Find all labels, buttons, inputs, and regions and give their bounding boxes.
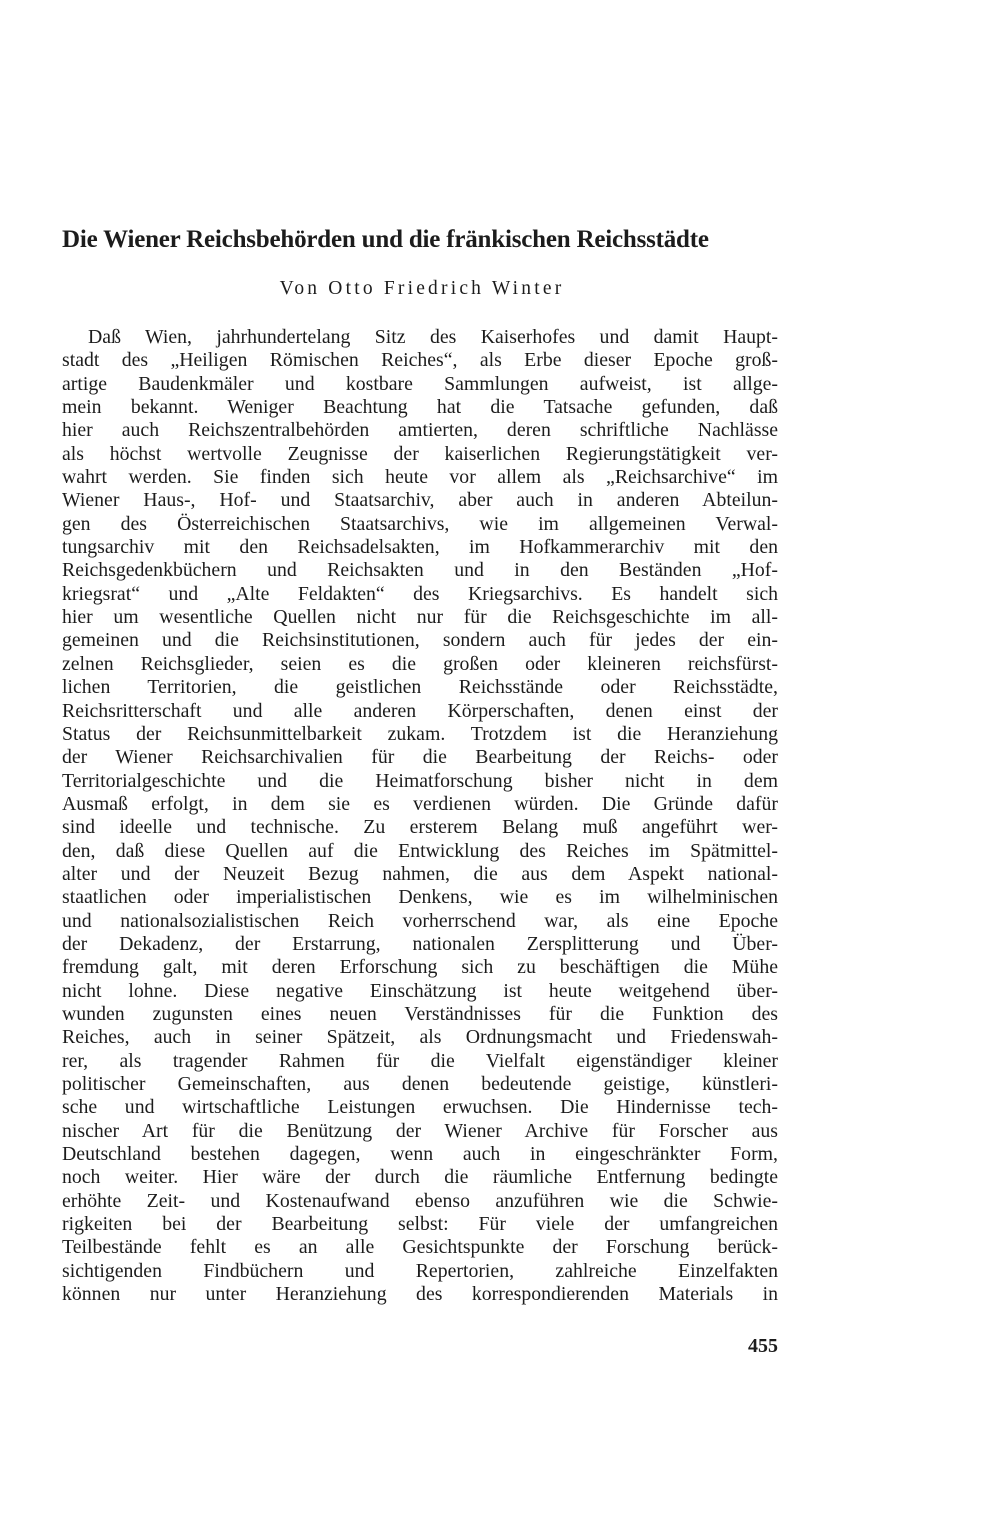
- body-line: politischer Gemeinschaften, aus denen bedeutende geistige, künstleri-: [62, 1073, 778, 1095]
- body-line: wahrt werden. Sie finden sich heute vor allem als „Reichsarchive“ im: [62, 466, 778, 489]
- body-line: kriegsrat“ und „Alte Feldakten“ des Kriegsarchivs. Es handelt sich: [62, 582, 778, 605]
- body-line: gen des Österreichischen Staatsarchivs, wie im allgemeinen Verwal-: [62, 512, 778, 535]
- body-line: als höchst wertvolle Zeugnisse der kaiserlichen Regierungstätigkeit ver-: [62, 442, 778, 465]
- body-line: staatlichen oder imperialistischen Denkens, wie es im wilhelminischen: [62, 886, 778, 909]
- body-line: mein bekannt. Weniger Beachtung hat die Tatsache gefunden, daß: [62, 396, 778, 419]
- body-line: können nur unter Heranziehung des korrespondierenden Materials in: [62, 1283, 778, 1306]
- body-line: wunden zugunsten eines neuen Verständnisses für die Funktion des: [62, 1002, 778, 1025]
- body-line: stadt des „Heiligen Römischen Reiches“, als Erbe dieser Epoche groß-: [62, 349, 778, 372]
- body-line: Ausmaß erfolgt, in dem sie es verdienen würden. Die Gründe dafür: [62, 792, 778, 815]
- body-line: Reichsgedenkbüchern und Reichsakten und in den Beständen „Hof-: [62, 559, 778, 582]
- body-line: Teilbestände fehlt es an alle Gesichtspunkte der Forschung berück-: [62, 1236, 778, 1259]
- body-line: sind ideelle und technische. Zu ersterem Belang muß angeführt wer-: [62, 816, 778, 839]
- body-line: sichtigenden Findbüchern und Repertorien, zahlreiche Einzelfakten: [62, 1259, 778, 1282]
- body-line: nischer Art für die Benützung der Wiener Archive für Forscher aus: [62, 1119, 778, 1142]
- body-line: sche und wirtschaftliche Leistungen erwuchsen. Die Hindernisse tech-: [62, 1096, 778, 1119]
- body-line: gemeinen und die Reichsinstitutionen, sondern auch für jedes der ein-: [62, 629, 778, 652]
- page-number: 455: [748, 1335, 778, 1357]
- body-line: der Wiener Reichsarchivalien für die Bearbeitung der Reichs- oder: [62, 746, 778, 769]
- body-line: hier um wesentliche Quellen nicht nur für die Reichsgeschichte im all-: [62, 606, 778, 629]
- body-line: erhöhte Zeit- und Kostenaufwand ebenso anzuführen wie die Schwie-: [62, 1189, 778, 1212]
- article-byline: Von Otto Friedrich Winter: [279, 278, 565, 299]
- body-line: und nationalsozialistischen Reich vorherrschend war, als eine Epoche: [62, 909, 778, 932]
- body-line: Wiener Haus-, Hof- und Staatsarchiv, aber auch in anderen Abteilun-: [62, 489, 778, 512]
- body-line: artige Baudenkmäler und kostbare Sammlungen aufweist, ist allge-: [62, 372, 778, 395]
- body-line: Daß Wien, jahrhundertelang Sitz des Kaiserhofes und damit Haupt-: [88, 326, 778, 348]
- body-line: lichen Territorien, die geistlichen Reichsstände oder Reichsstädte,: [62, 676, 778, 699]
- body-line: tungsarchiv mit den Reichsadelsakten, im Hofkammerarchiv mit den: [62, 536, 778, 559]
- body-line: zelnen Reichsglieder, seien es die großen oder kleineren reichsfürst-: [62, 652, 778, 675]
- body-line: noch weiter. Hier wäre der durch die räumliche Entfernung bedingte: [62, 1166, 778, 1189]
- body-line: Status der Reichsunmittelbarkeit zukam. Trotzdem ist die Heranziehung: [62, 722, 778, 745]
- body-line: fremdung galt, mit deren Erforschung sich zu beschäftigen die Mühe: [62, 956, 778, 979]
- body-line: hier auch Reichszentralbehörden amtierten, deren schriftliche Nachlässe: [62, 419, 778, 442]
- body-line: alter und der Neuzeit Bezug nahmen, die aus dem Aspekt national-: [62, 862, 778, 885]
- body-line: nicht lohne. Diese negative Einschätzung ist heute weitgehend über-: [62, 979, 778, 1002]
- article-title: Die Wiener Reichsbehörden und die fränkischen Reichsstädte: [62, 226, 709, 253]
- body-line: rer, als tragender Rahmen für die Vielfalt eigenständiger kleiner: [62, 1049, 778, 1072]
- article-body: [62, 326, 778, 1306]
- body-line: Reichsritterschaft und alle anderen Körperschaften, denen einst der: [62, 699, 778, 722]
- body-line: Deutschland bestehen dagegen, wenn auch in eingeschränkter Form,: [62, 1143, 778, 1166]
- body-line: Reiches, auch in seiner Spätzeit, als Ordnungsmacht und Friedenswah-: [62, 1026, 778, 1049]
- body-line: rigkeiten bei der Bearbeitung selbst: Für viele der umfangreichen: [62, 1213, 778, 1236]
- body-line: der Dekadenz, der Erstarrung, nationalen Zersplitterung und Über-: [62, 932, 778, 955]
- body-line: den, daß diese Quellen auf die Entwicklung des Reiches im Spätmittel-: [62, 839, 778, 862]
- body-line: Territorialgeschichte und die Heimatforschung bisher nicht in dem: [62, 769, 778, 792]
